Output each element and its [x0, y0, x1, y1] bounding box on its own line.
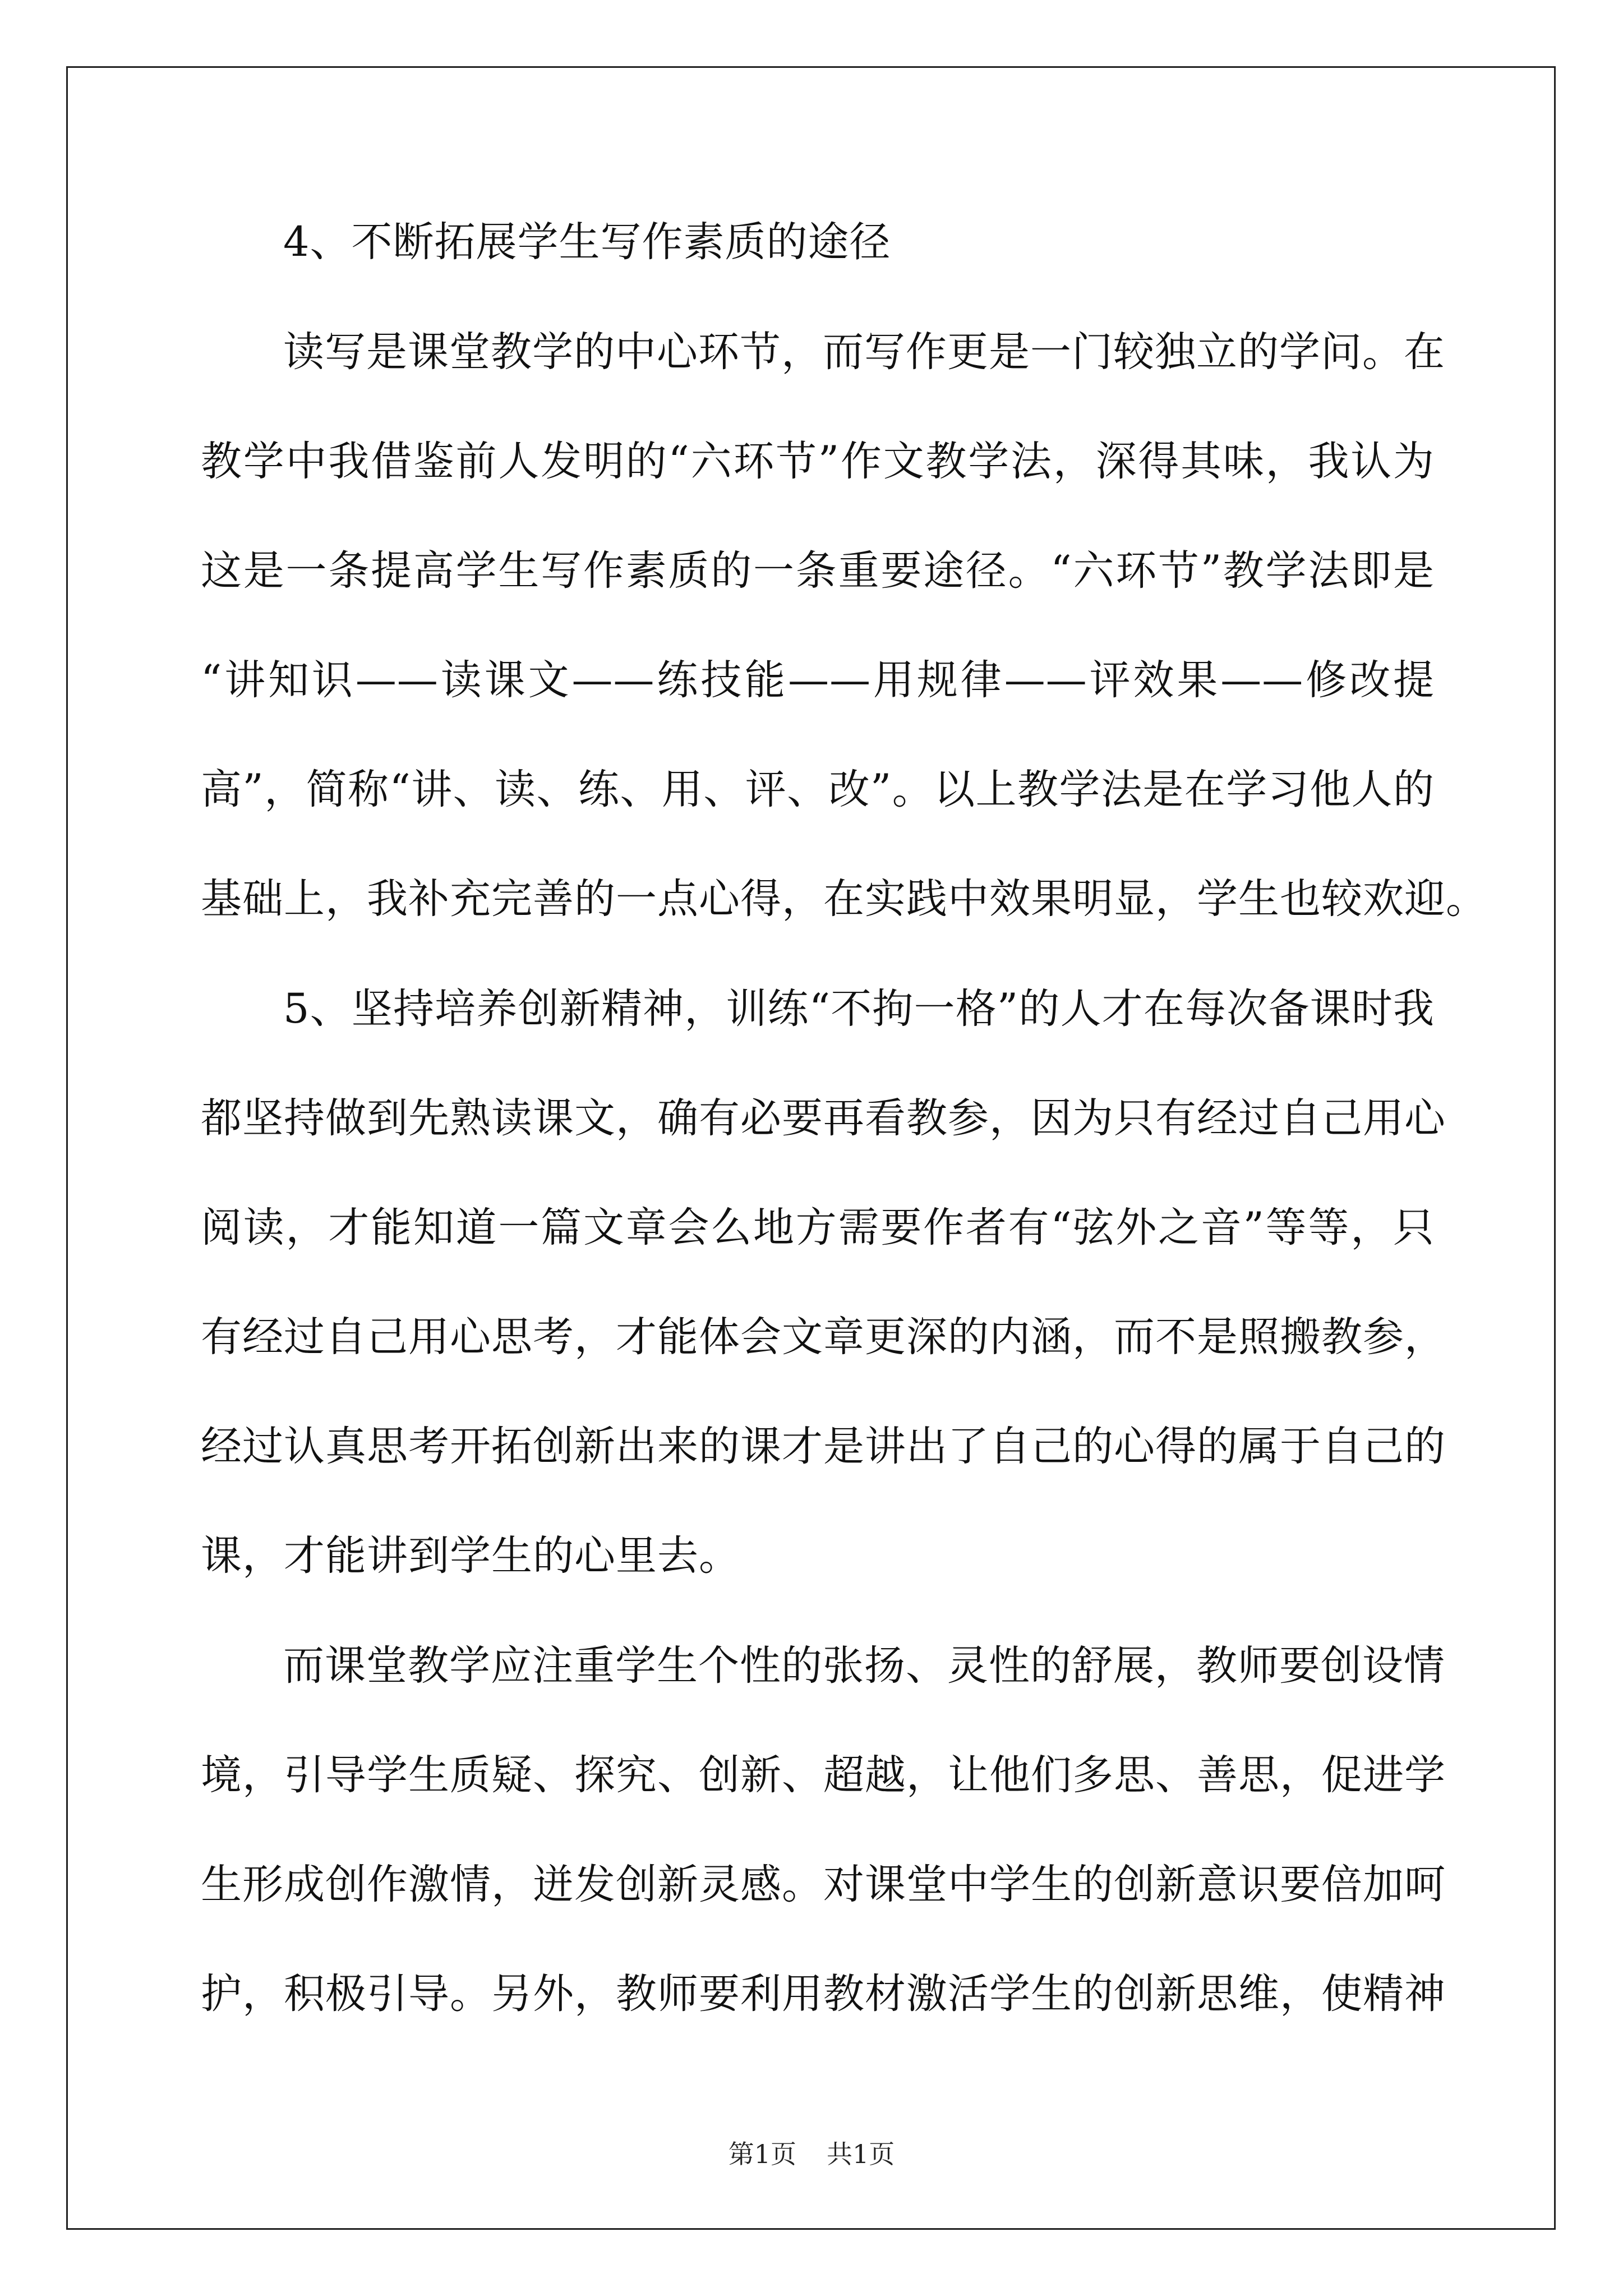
text-line: 境，引导学生质疑、探究、创新、超越，让他们多思、善思，促进学 [201, 1751, 1446, 1799]
text-line: 有经过自己用心思考，才能体会文章更深的内涵，而不是照搬教参， [201, 1313, 1446, 1361]
text-line: 而课堂教学应注重学生个性的张扬、灵性的舒展，教师要创设情 [283, 1642, 1445, 1690]
text-line: 高”，简称“讲、读、练、用、评、改”。以上教学法是在学习他人的 [201, 766, 1435, 813]
paragraph-heading-4: 4、不断拓展学生写作素质的途径 [283, 218, 891, 266]
text-line: 经过认真思考开拓创新出来的课才是讲出了自己的心得的属于自己的 [201, 1423, 1446, 1470]
text-line: 教学中我借鉴前人发明的“六环节”作文教学法，深得其味，我认为 [201, 438, 1435, 485]
text-line: “讲知识——读课文——练技能——用规律——评效果——修改提 [201, 656, 1435, 704]
text-line: 护，积极引导。另外，教师要利用教材激活学生的创新思维，使精神 [201, 1970, 1446, 2018]
text-line: 基础上，我补充完善的一点心得，在实践中效果明显，学生也较欢迎。 [201, 875, 1487, 923]
page-total: 共1页 [827, 2139, 895, 2169]
page-number: 第1页 [728, 2139, 796, 2169]
paragraph-heading-5: 5、坚持培养创新精神，训练“不拘一格”的人才在每次备课时我 [283, 985, 1435, 1033]
text-line: 阅读，才能知道一篇文章会么地方需要作者有“弦外之音”等等，只 [201, 1204, 1435, 1251]
text-line: 读写是课堂教学的中心环节，而写作更是一门较独立的学问。在 [283, 328, 1445, 376]
text-line: 课，才能讲到学生的心里去。 [201, 1532, 740, 1580]
text-line: 这是一条提高学生写作素质的一条重要途径。“六环节”教学法即是 [201, 547, 1435, 595]
text-line: 生形成创作激情，迸发创新灵感。对课堂中学生的创新意识要倍加呵 [201, 1861, 1446, 1908]
page-footer [0, 2134, 1623, 2174]
text-line: 都坚持做到先熟读课文，确有必要再看教参，因为只有经过自己用心 [201, 1094, 1446, 1142]
